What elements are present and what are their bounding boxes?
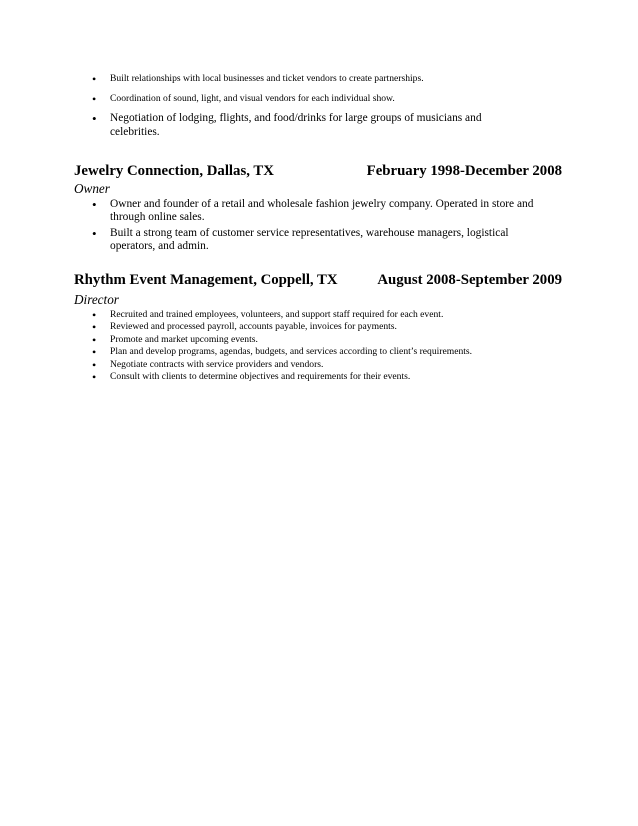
bullet-text: Promote and market upcoming events.: [110, 333, 258, 345]
bullet-text: Negotiation of lodging, flights, and food/drinks for large groups of musicians and celebrities.: [110, 112, 482, 138]
list-item: [74, 309, 564, 321]
bullet-text: Negotiate contracts with service providers and vendors.: [110, 358, 324, 370]
bullet-icon: •: [92, 357, 97, 372]
list-item: [74, 198, 564, 225]
bullet-icon: •: [92, 370, 97, 385]
bullet-icon: •: [92, 92, 97, 106]
list-item: [74, 93, 534, 105]
list-item: [74, 359, 564, 371]
bullet-icon: •: [92, 345, 97, 360]
bullet-text: Reviewed and processed payroll, accounts payable, invoices for payments.: [110, 321, 397, 333]
bullet-text: Consult with clients to determine objectives and requirements for their events.: [110, 371, 411, 383]
list-item: [74, 73, 534, 85]
bullet-icon: •: [92, 72, 97, 86]
job-dates: August 2008-September 2009: [377, 272, 562, 288]
bullet-icon: •: [92, 197, 97, 212]
list-item: [74, 321, 564, 333]
job-role: Director: [74, 292, 119, 307]
bullet-text: Owner and founder of a retail and wholesale fashion jewelry company. Operated in store and through online sales.: [110, 198, 534, 224]
bullet-icon: •: [92, 320, 97, 335]
company-name: Rhythm Event Management, Coppell, TX: [74, 272, 338, 288]
job-role: Owner: [74, 181, 110, 196]
list-item: [74, 371, 564, 383]
bullet-icon: •: [92, 225, 97, 241]
list-item: [74, 227, 564, 254]
bullet-icon: •: [92, 332, 97, 347]
bullet-icon: •: [92, 111, 97, 126]
list-item: [74, 112, 534, 139]
company-name: Jewelry Connection, Dallas, TX: [74, 163, 274, 179]
bullet-text: Coordination of sound, light, and visual vendors for each individual show.: [110, 93, 395, 104]
bullet-icon: •: [92, 308, 97, 322]
bullet-text: Recruited and trained employees, volunteers, and support staff required for each event.: [110, 309, 444, 320]
job-bullet-list: [74, 198, 564, 254]
bullet-text: Built a strong team of customer service representatives, warehouse managers, logistical operators, and admin.: [110, 226, 509, 253]
bullet-text: Plan and develop programs, agendas, budgets, and services according to client’s requirements.: [110, 346, 473, 358]
list-item: [74, 334, 564, 346]
bullet-text: Built relationships with local businesses and ticket vendors to create partnerships.: [110, 73, 424, 84]
job-bullet-list: [74, 309, 564, 383]
job-dates: February 1998-December 2008: [366, 163, 562, 179]
top-bullet-list: [74, 73, 534, 139]
list-item: [74, 346, 564, 358]
